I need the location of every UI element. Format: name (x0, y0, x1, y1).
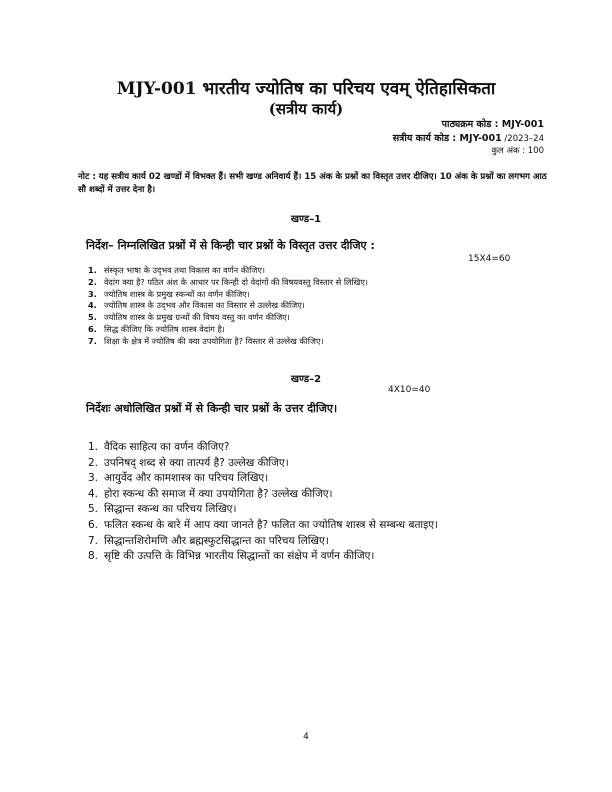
question-text: सिद्ध कीजिए कि ज्योतिष शास्त्र वेदांग है। (104, 323, 225, 334)
question-number: 1. (88, 441, 99, 453)
section-2-marks: 4X10=40 (388, 385, 431, 395)
question-item (88, 289, 368, 301)
question-item (88, 277, 368, 289)
question-text: ज्योतिष शास्त्र के प्रमुख ग्रन्थों की विषय वस्तु का वर्णन कीजिए। (104, 312, 290, 323)
question-item (88, 265, 368, 277)
question-number: 1. (88, 265, 97, 275)
instructions-note: नोट : यह सत्रीय कार्य 02 खण्डों में विभक्त हैं। सभी खण्ड अनिवार्य हैं। 15 अंक के प्रश्नों का विस्तृत उत्तर दीजिए। 10 अंक के प्रश्नों का लगभग आठ सौ शब्दों में उत्तर देना है। (78, 172, 547, 195)
question-item (88, 456, 438, 472)
question-number: 5. (88, 312, 97, 323)
section-1-marks: 15X4=60 (468, 254, 511, 264)
question-number: 2. (88, 276, 97, 287)
section-2-instruction: निर्देशः अधोलिखित प्रश्नों में से किन्ही चार प्रश्नों के उत्तर दीजिए। (86, 402, 338, 415)
question-text: वेदांग क्या है? पठित अंश के आधार पर किन्ही दो वेदांगों की विषयवस्तु विस्तार से लिखिए। (104, 276, 368, 287)
question-item (88, 549, 438, 565)
question-number: 4. (88, 487, 99, 500)
question-item (88, 324, 368, 336)
question-number: 8. (88, 550, 99, 563)
question-item (88, 534, 438, 550)
question-number: 7. (88, 534, 99, 547)
question-text: शिक्षा के क्षेत्र में ज्योतिष की क्या उपयोगिता है? विस्तार से उल्लेख कीजिए। (104, 335, 324, 346)
question-item (88, 300, 368, 312)
question-item (88, 471, 438, 487)
question-number: 3. (88, 472, 99, 485)
question-number: 3. (88, 288, 97, 299)
question-item (88, 487, 438, 503)
assignment-code-line (393, 131, 544, 144)
question-number: 4. (88, 300, 97, 311)
section-1-heading: खण्ड–1 (290, 214, 322, 225)
question-item (88, 336, 368, 348)
question-item (88, 440, 438, 456)
section-2-question-list (88, 440, 438, 565)
section-1-instruction: निर्देश– निम्नलिखित प्रश्नों में से किन्ही चार प्रश्नों के विस्तृत उत्तर दीजिए : (86, 239, 375, 252)
assignment-code: सत्रीय कार्य कोड : MJY-001 (392, 133, 502, 144)
question-text: संस्कृत भाषा के उद्‌भव तथा विकास का वर्णन कीजिए। (104, 265, 265, 275)
question-text: सिद्धान्तशिरोमणि और ब्रह्मस्फुटसिद्धान्त का परिचय लिखिए। (104, 534, 329, 547)
question-text: उपनिषद् शब्द से क्या तात्पर्य है? उल्लेख कीजिए। (104, 456, 289, 469)
question-item (88, 312, 368, 324)
document-title: MJY-001 भारतीय ज्योतिष का परिचय एवम् ऐतिहासिकता (116, 79, 496, 99)
question-number: 7. (88, 335, 97, 346)
question-number: 2. (88, 456, 99, 469)
question-text: आयुर्वेद और कामशास्त्र का परिचय लिखिए। (104, 472, 269, 485)
question-number: 6. (88, 518, 99, 531)
section-2-heading: खण्ड–2 (290, 374, 322, 385)
question-text: वैदिक साहित्य का वर्णन कीजिए? (104, 441, 230, 453)
page-number: 4 (303, 732, 309, 742)
question-text: सृष्टि की उत्पत्ति के विभिन्न भारतीय सिद्धान्तों का संक्षेप में वर्णन कीजिए। (104, 550, 375, 563)
total-marks: कुल अंक : 100 (491, 146, 544, 156)
question-number: 5. (88, 503, 99, 516)
question-text: ज्योतिष शास्त्र के प्रमुख स्कन्धों का वर्णन कीजिए। (104, 288, 250, 299)
question-text: फलित स्कन्ध के बारे में आप क्या जानते है? फलित का ज्योतिष शास्त्र से सम्बन्ध बताइए। (104, 518, 439, 531)
document-subtitle: (सत्रीय कार्य) (268, 100, 344, 118)
question-text: सिद्धान्त स्कन्ध का परिचय लिखिए। (104, 503, 237, 516)
question-item (88, 518, 438, 534)
question-number: 6. (88, 323, 97, 334)
course-code: पाठ्यक्रम कोड : MJY-001 (441, 119, 544, 130)
session-year: /2023–24 (501, 134, 544, 144)
question-text: होरा स्कन्ध की समाज में क्या उपयोगिता है? उल्लेख कीजिए। (104, 487, 333, 500)
question-text: ज्योतिष शास्त्र के उद्‌भव और विकास का विस्तार से उल्लेख कीजिए। (104, 300, 305, 311)
question-item (88, 502, 438, 518)
section-1-question-list (88, 265, 368, 348)
